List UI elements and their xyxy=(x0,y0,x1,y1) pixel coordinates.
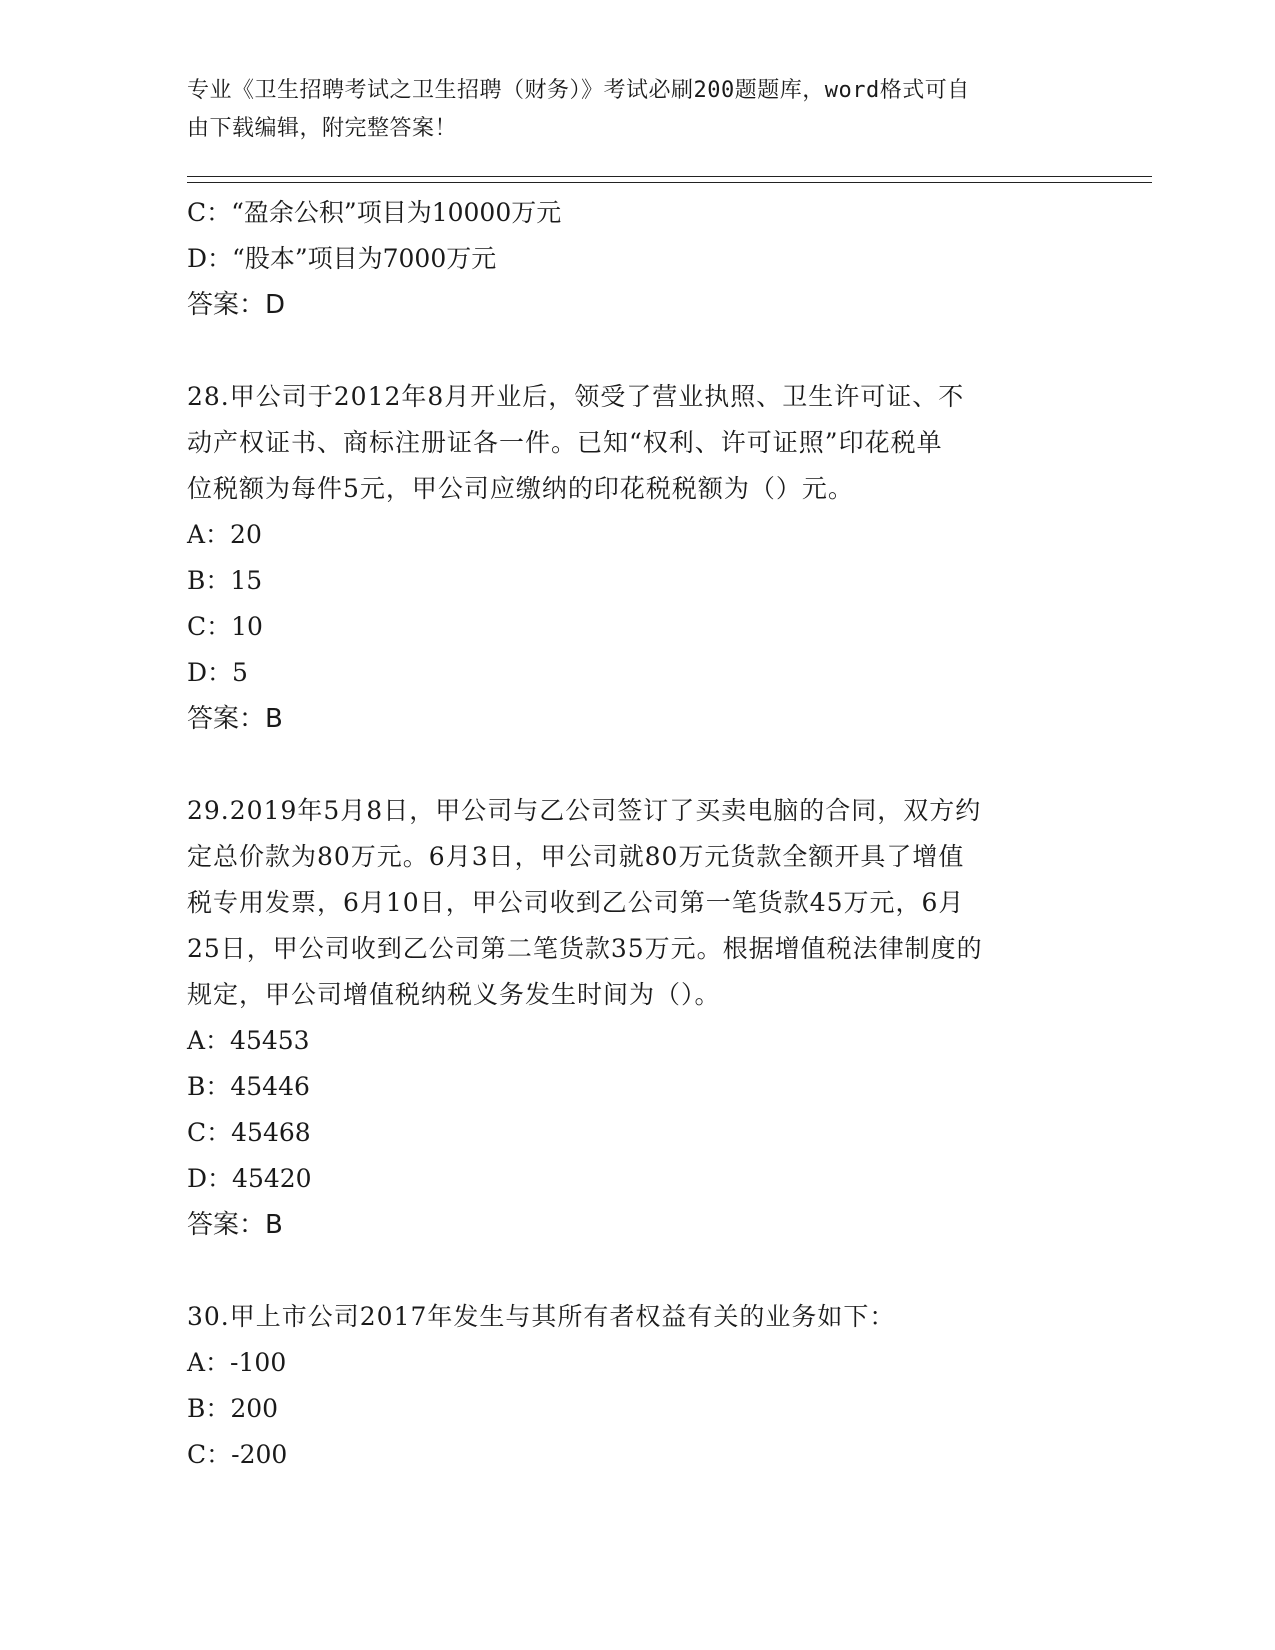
option-d: D：5 xyxy=(187,658,248,687)
question-29 xyxy=(187,788,1087,1248)
option-b: B：15 xyxy=(187,566,263,595)
option-b: B：200 xyxy=(187,1394,279,1423)
header-divider-top xyxy=(187,176,1152,177)
spacer xyxy=(187,1248,1087,1294)
header-line-2: 由下载编辑，附完整答案！ xyxy=(187,116,458,141)
document-body xyxy=(187,190,1087,1478)
question-text-line: 动产权证书、商标注册证各一件。已知“权利、许可证照”印花税单 xyxy=(187,428,943,457)
header-line-1: 专业《卫生招聘考试之卫生招聘（财务）》考试必刷200题题库，word格式可自 xyxy=(187,78,970,103)
question-text-line: 25日，甲公司收到乙公司第二笔货款35万元。根据增值税法律制度的 xyxy=(187,934,983,963)
header-divider-bottom xyxy=(187,182,1152,183)
question-text-line: 30.甲上市公司2017年发生与其所有者权益有关的业务如下： xyxy=(187,1302,896,1331)
option-c: C：“盈余公积”项目为10000万元 xyxy=(187,198,562,227)
question-text-line: 定总价款为80万元。6月3日，甲公司就80万元货款全额开具了增值 xyxy=(187,842,965,871)
option-c: C：-200 xyxy=(187,1440,288,1469)
question-text-line: 28.甲公司于2012年8月开业后，领受了营业执照、卫生许可证、不 xyxy=(187,382,965,411)
option-a: A：20 xyxy=(187,520,262,549)
option-a: A：45453 xyxy=(187,1026,310,1055)
question-text-line: 29.2019年5月8日，甲公司与乙公司签订了买卖电脑的合同，双方约 xyxy=(187,796,982,825)
prev-question xyxy=(187,190,1087,328)
option-d: D：45420 xyxy=(187,1164,312,1193)
question-28 xyxy=(187,374,1087,742)
answer-line: 答案：B xyxy=(187,1210,283,1240)
answer-line: 答案：B xyxy=(187,704,283,734)
option-c: C：10 xyxy=(187,612,263,641)
spacer xyxy=(187,328,1087,374)
option-a: A：-100 xyxy=(187,1348,287,1377)
question-text-line: 税专用发票，6月10日，甲公司收到乙公司第一笔货款45万元，6月 xyxy=(187,888,965,917)
spacer xyxy=(187,742,1087,788)
question-30 xyxy=(187,1294,1087,1478)
question-text-line: 规定，甲公司增值税纳税义务发生时间为（）。 xyxy=(187,980,721,1009)
answer-line: 答案：D xyxy=(187,290,286,320)
document-header xyxy=(187,72,1067,148)
question-text-line: 位税额为每件5元，甲公司应缴纳的印花税税额为（）元。 xyxy=(187,474,854,503)
option-b: B：45446 xyxy=(187,1072,310,1101)
option-d: D：“股本”项目为7000万元 xyxy=(187,244,497,273)
option-c: C：45468 xyxy=(187,1118,311,1147)
